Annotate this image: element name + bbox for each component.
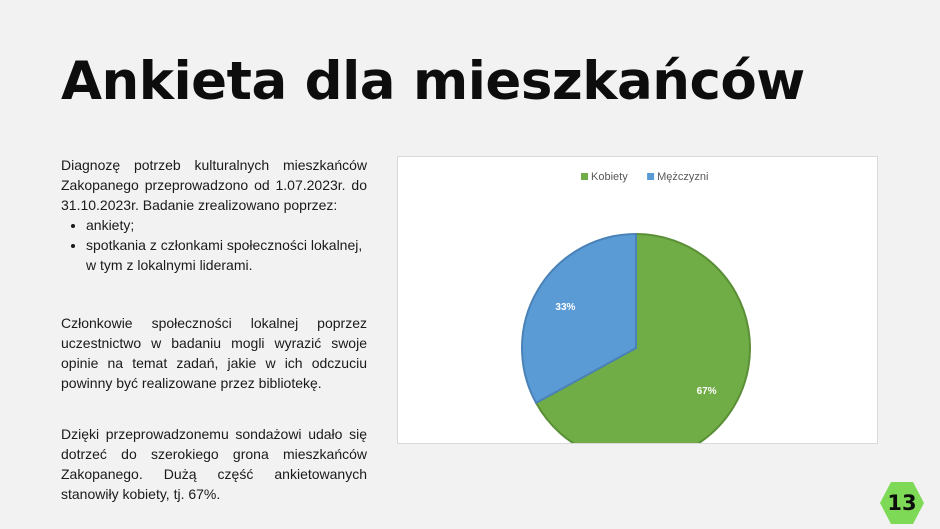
data-label: 67% [696, 385, 717, 397]
legend-label: Mężczyzni [657, 171, 709, 183]
pie-chart-svg [398, 157, 877, 443]
method-list [61, 215, 367, 275]
page-number: 13 [887, 491, 917, 515]
text-column [61, 155, 367, 504]
slide-title: Ankieta dla mieszkańców [61, 51, 805, 112]
pie-chart [397, 156, 878, 444]
page-number-badge [879, 481, 925, 525]
legend-swatch [647, 173, 654, 180]
legend-swatch [581, 173, 588, 180]
legend-label: Kobiety [591, 171, 628, 183]
summary-paragraph: Dzięki przeprowadzonemu sondażowi udało się dotrzeć do szerokiego grona mieszkańców Zakopanego. Dużą część ankietowanych stanowiły kobiety, tj. 67%. [61, 426, 367, 502]
list-item: • spotkania z członkami społeczności lokalnej, w tym z lokalnymi liderami. [86, 235, 367, 275]
intro-paragraph: Diagnozę potrzeb kulturalnych mieszkańców Zakopanego przeprowadzono od 1.07.2023r. do 31.10.2023r. Badanie zrealizowano poprzez: [61, 157, 367, 213]
data-label: 33% [555, 302, 576, 314]
community-paragraph: Członkowie społeczności lokalnej poprzez uczestnictwo w badaniu mogli wyrazić swoje opinie na temat zadań, jakie w ich odczuciu powinny być realizowane przez bibliotekę. [61, 315, 367, 391]
chart-legend [581, 171, 708, 183]
list-item: • ankiety; [86, 215, 367, 235]
